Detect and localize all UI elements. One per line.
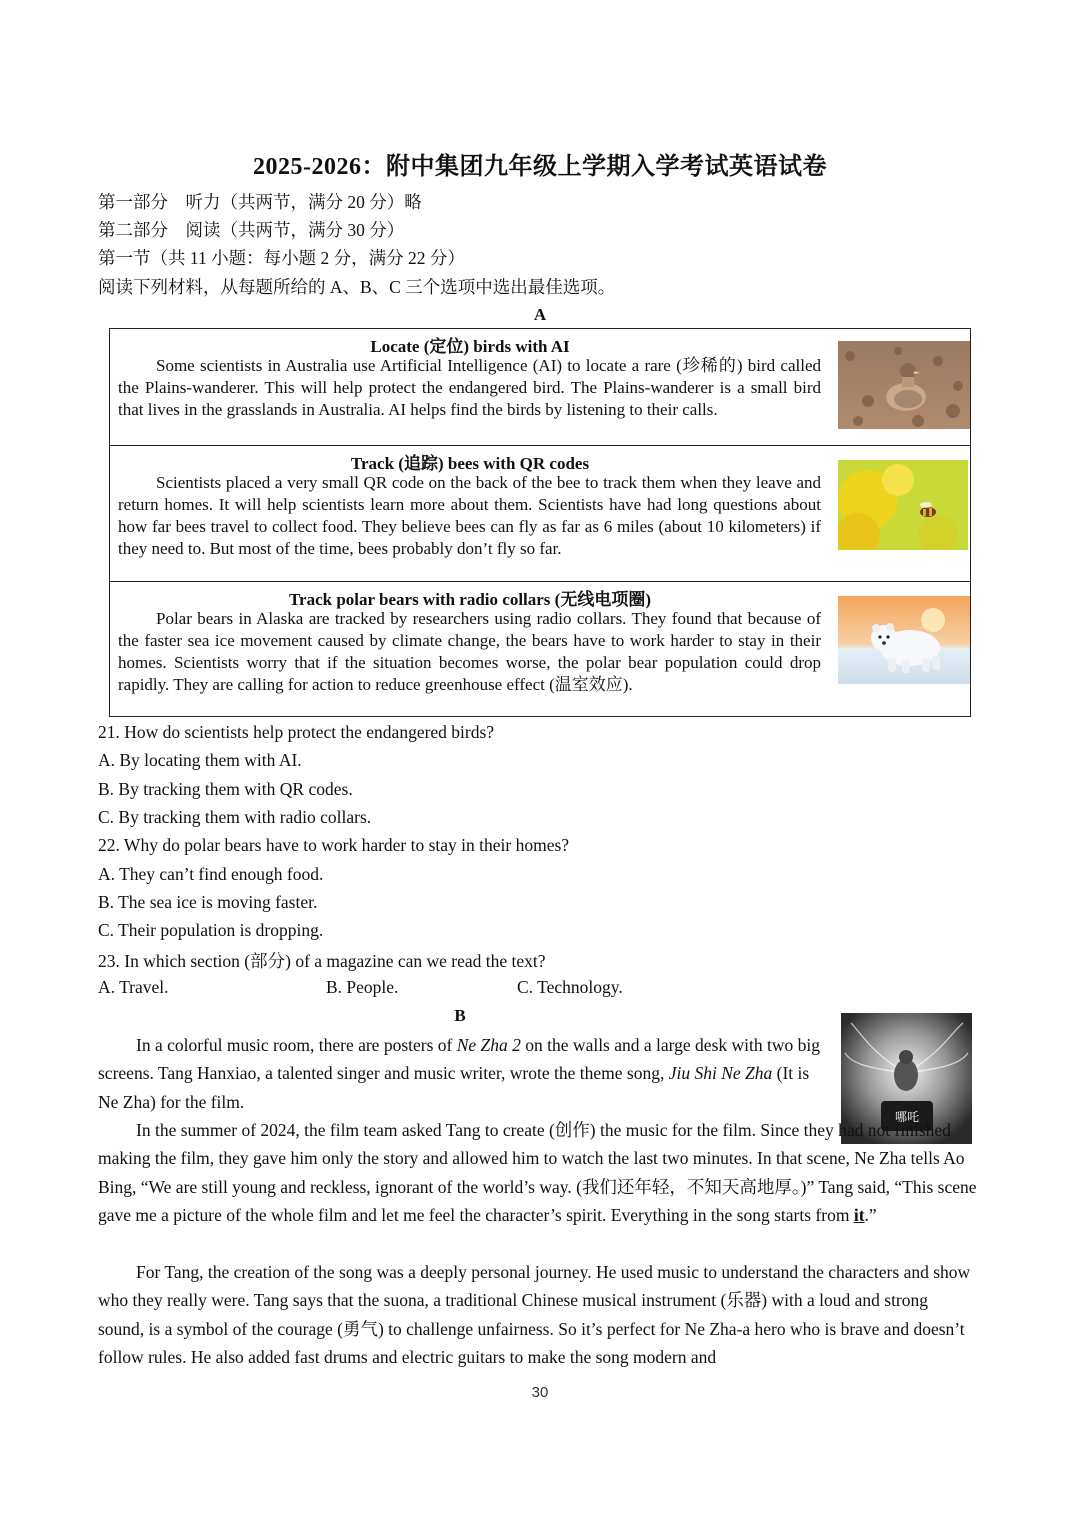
section1-heading: 第一节（共 11 小题：每小题 2 分，满分 22 分） xyxy=(98,248,465,268)
passage-b-label: B xyxy=(454,1006,466,1025)
row-title-birds: Locate (定位) birds with AI xyxy=(370,337,570,356)
passage-b-paragraph-2: In the summer of 2024, the film team asked Tang to create (创作) the music for the film. Since they had not finished making the film, they gave him only the story and allowed him to watch the last two minutes. In that scene, Ne Zha tells Ao Bing, “We are still young and reckless, ignorant of the world’s way. (我们还年轻，不知天高地厚。)” Tang said, “This scene gave me a picture of the whole film and let me feel the character’s spirit. Everything in the song starts from it.” xyxy=(98,1120,977,1225)
q21-option-a: A. By locating them with AI. xyxy=(98,750,302,770)
passage-b-paragraph-1: In a colorful music room, there are posters of Ne Zha 2 on the walls and a large desk with two big screens. Tang Hanxiao, a talented singer and music writer, wrote the theme song, Jiu Shi Ne Zha (It is Ne Zha) for the film. xyxy=(98,1035,820,1112)
question-21: 21. How do scientists help protect the endangered birds? xyxy=(98,722,495,742)
row-polar-bears xyxy=(110,581,970,716)
bee-photo xyxy=(838,460,968,555)
q23-option-c: C. Technology. xyxy=(517,977,623,997)
q23-option-b: B. People. xyxy=(326,977,399,997)
q22-option-c: C. Their population is dropping. xyxy=(98,920,324,940)
passage-a-label: A xyxy=(533,305,547,324)
q21-option-c: C. By tracking them with radio collars. xyxy=(98,807,372,827)
row-title-bees: Track (追踪) bees with QR codes xyxy=(350,454,590,473)
part1-heading: 第一部分 听力（共两节，满分 20 分）略 xyxy=(98,192,422,212)
row-title-polar-bears: Track polar bears with radio collars (无线电项圈) xyxy=(288,590,651,609)
passage-b-paragraph-3: For Tang, the creation of the song was a deeply personal journey. He used music to understand the characters and show who they really were. Tang says that the suona, a traditional Chinese musical instrument (乐器) with a loud and strong sound, is a symbol of the courage (勇气) to challenge unfairness. So it’s perfect for Ne Zha-a hero who is brave and doesn’t follow rules. He also added fast drums and electric guitars to make the song modern and xyxy=(98,1262,971,1367)
page-title: 2025-2026：附中集团九年级上学期入学考试英语试卷 xyxy=(253,154,827,180)
row-text-birds: Some scientists in Australia use Artificial Intelligence (AI) to locate a rare (珍稀的) bird called the Plains-wanderer. This will help protect the endangered bird. The Plains-wanderer is a small bird that lives in the grasslands in Australia. AI helps find the birds by listening to their calls. xyxy=(118,356,821,419)
polar-bear-photo xyxy=(838,596,970,689)
row-text-bees: Scientists placed a very small QR code on the back of the bee to track them when they leave and return homes. It will help scientists learn more about them. Scientists have had long questions about how far bees travel to collect food. They believe bees can fly as far as 6 miles (about 10 kilometers) if they need to. But most of the time, bees probably don’t fly so far. xyxy=(118,473,821,558)
q22-option-b: B. The sea ice is moving faster. xyxy=(98,892,318,912)
row-bees xyxy=(110,445,970,581)
q22-option-a: A. They can’t find enough food. xyxy=(98,864,324,884)
svg-text:哪吒: 哪吒 xyxy=(894,1110,920,1124)
page-number: 30 xyxy=(531,1384,549,1401)
question-23: 23. In which section (部分) of a magazine can we read the text? xyxy=(98,951,546,971)
q23-option-a: A. Travel. xyxy=(98,977,169,997)
part2-heading: 第二部分 阅读（共两节，满分 30 分） xyxy=(98,220,405,240)
passage-a-table xyxy=(109,328,971,717)
question-22: 22. Why do polar bears have to work harder to stay in their homes? xyxy=(98,835,570,855)
bird-photo xyxy=(838,341,970,434)
instruction: 阅读下列材料，从每题所给的 A、B、C 三个选项中选出最佳选项。 xyxy=(98,277,616,297)
q21-option-b: B. By tracking them with QR codes. xyxy=(98,779,353,799)
row-text-polar-bears: Polar bears in Alaska are tracked by researchers using radio collars. They found that because of the faster sea ice movement caused by climate change, the bears have to work harder to stay in their homes. Scientists worry that if the situation becomes worse, the polar bear population could drop rapidly. They are calling for action to reduce greenhouse effect (温室效应). xyxy=(118,609,821,694)
row-birds xyxy=(110,329,970,445)
